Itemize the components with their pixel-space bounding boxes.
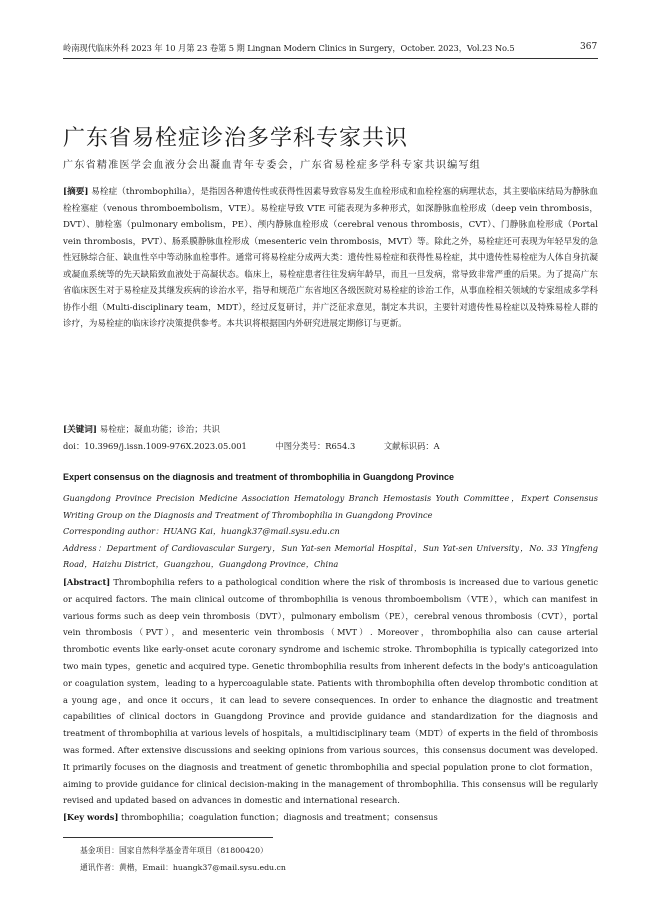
doi[interactable]: doi：10.3969/j.issn.1009-976X.2023.05.001 — [63, 441, 247, 451]
doi-line — [63, 440, 466, 452]
footnote-divider — [63, 837, 273, 838]
clc-number: 中图分类号：R654.3 — [275, 441, 356, 451]
chinese-abstract — [63, 184, 598, 422]
english-abstract-label: [Abstract] — [63, 577, 111, 587]
running-head: 岭南现代临床外科 2023 年 10 月第 23 卷第 5 期 Lingnan Modern Clinics in Surgery，October. 2023，Vol.23 No.5 — [63, 43, 515, 53]
english-keywords-label: [Key words] — [63, 812, 119, 823]
chinese-keywords — [63, 422, 598, 439]
english-authors: Guangdong Province Precision Medicine Association Hematology Branch Hemostasis Youth Committee，Expert Consensus Writing Group on the Diagnosis and Treatment of Thrombophilia in Guangdong Province — [63, 493, 598, 520]
english-meta — [63, 490, 598, 573]
author-line: 广东省精准医学会血液分会出凝血青年专委会，广东省易栓症多学科专家共识编写组 — [63, 160, 482, 171]
page-number: 367 — [580, 42, 598, 52]
header-divider — [63, 58, 598, 59]
address: Address：Department of Cardiovascular Surgery，Sun Yat-sen Memorial Hospital，Sun Yat-sen University，No. 33 Yingfeng Road，Haizhu District，Guangzhou，Guangdong Province，China — [63, 542, 598, 569]
english-abstract-text: Thrombophilia refers to a pathological condition where the risk of thrombosis is increased due to various genetic or acquired factors. The main clinical outcome of thrombophilia is venous thromboembolism（VTE），which can manifest in various forms such as deep vein thrombosis（DVT），pulmonary embolism（PE），cerebral venous thrombosis（CVT），portal vein thrombosis（PVT），and mesenteric vein thrombosis（MVT）. Moreover，thrombophilia also can cause arterial thrombotic events like early-onset acute coronary syndrome and ischemic stroke. Thrombophilia is typically categorized into two main types，genetic and acquired type. Genetic thrombophilia results from inherent defects in the body's anticoagulation or coagulation system，leading to a hypercoagulable state. Patients with thrombophilia often develop thrombotic condition at a young age，and once it occurs，it can lead to severe consequences. In order to enhance the diagnostic and treatment capabilities of clinical doctors in Guangdong Province and provide guidance and standardization for the diagnosis and treatment of thrombophilia at various levels of hospitals，a multidisciplinary team（MDT）of experts in the field of thrombosis was formed. After extensive discussions and seeking opinions from various sources，this consensus document was developed. It primarily focuses on the diagnosis and treatment of genetic thrombophilia and special population prone to clot formation，aiming to provide guidance for clinical decision-making in the management of thrombophilia. This consensus will be regularly revised and updated based on advances in domestic and international research. — [63, 577, 598, 806]
article-title: 广东省易栓症诊治多学科专家共识 — [63, 125, 409, 151]
chinese-abstract-label: [摘要] — [63, 187, 89, 197]
english-keywords-text: thrombophilia；coagulation function；diagnosis and treatment；consensus — [121, 812, 438, 823]
corresponding-author: Corresponding author：HUANG Kai，huangk37@mail.sysu.edu.cn — [63, 526, 340, 536]
contact-footnote: 通讯作者：黄楷，Email：huangk37@mail.sysu.edu.cn — [80, 863, 286, 872]
funding-footnote: 基金项目：国家自然科学基金青年项目（81800420） — [80, 846, 268, 855]
english-abstract — [63, 574, 598, 890]
english-title: Expert consensus on the diagnosis and treatment of thrombophilia in Guangdong Province — [63, 472, 455, 482]
chinese-keywords-label: [关键词] — [63, 425, 97, 435]
chinese-abstract-text: 易栓症（thrombophilia），是指因各种遗传性或获得性因素导致容易发生血栓形成和血栓栓塞的病理状态，其主要临床结局为静脉血栓栓塞症（venous thromboembolism，VTE）。易栓症导致 VTE 可能表现为多种形式，如深静脉血栓形成（deep vein thrombosis，DVT）、肺栓塞（pulmonary embolism，PE）、颅内静脉血栓形成（cerebral venous thrombosis，CVT）、门静脉血栓形成（Portal vein thrombosis，PVT）、肠系膜静脉血栓形成（mesenteric vein thrombosis，MVT）等。除此之外，易栓症还可表现为年轻早发的急性冠脉综合征、缺血性卒中等动脉血栓事件。通常可将易栓症分成两大类：遗传性易栓症和获得性易栓症，其中遗传性易栓症为人体自身抗凝或凝血系统等的先天缺陷致血液处于高凝状态。临床上，易栓症患者往往发病年龄早，而且一旦发病，常导致非常严重的后果。为了提高广东省临床医生对于易栓症及其继发疾病的诊治水平，指导和规范广东省地区各级医院对易栓症的诊治工作，从事血栓相关领域的专家组成多学科协作小组（Multi-disciplinary team，MDT），经过反复研讨，并广泛征求意见，制定本共识，主要针对遗传性易栓症以及特殊易栓人群的诊疗，为易栓症的临床诊疗决策提供参考。本共识将根据国内外研究进展定期修订与更新。 — [63, 187, 598, 329]
chinese-keywords-text: 易栓症；凝血功能；诊治；共识 — [99, 425, 220, 435]
document-code: 文献标识码：A — [383, 441, 440, 451]
